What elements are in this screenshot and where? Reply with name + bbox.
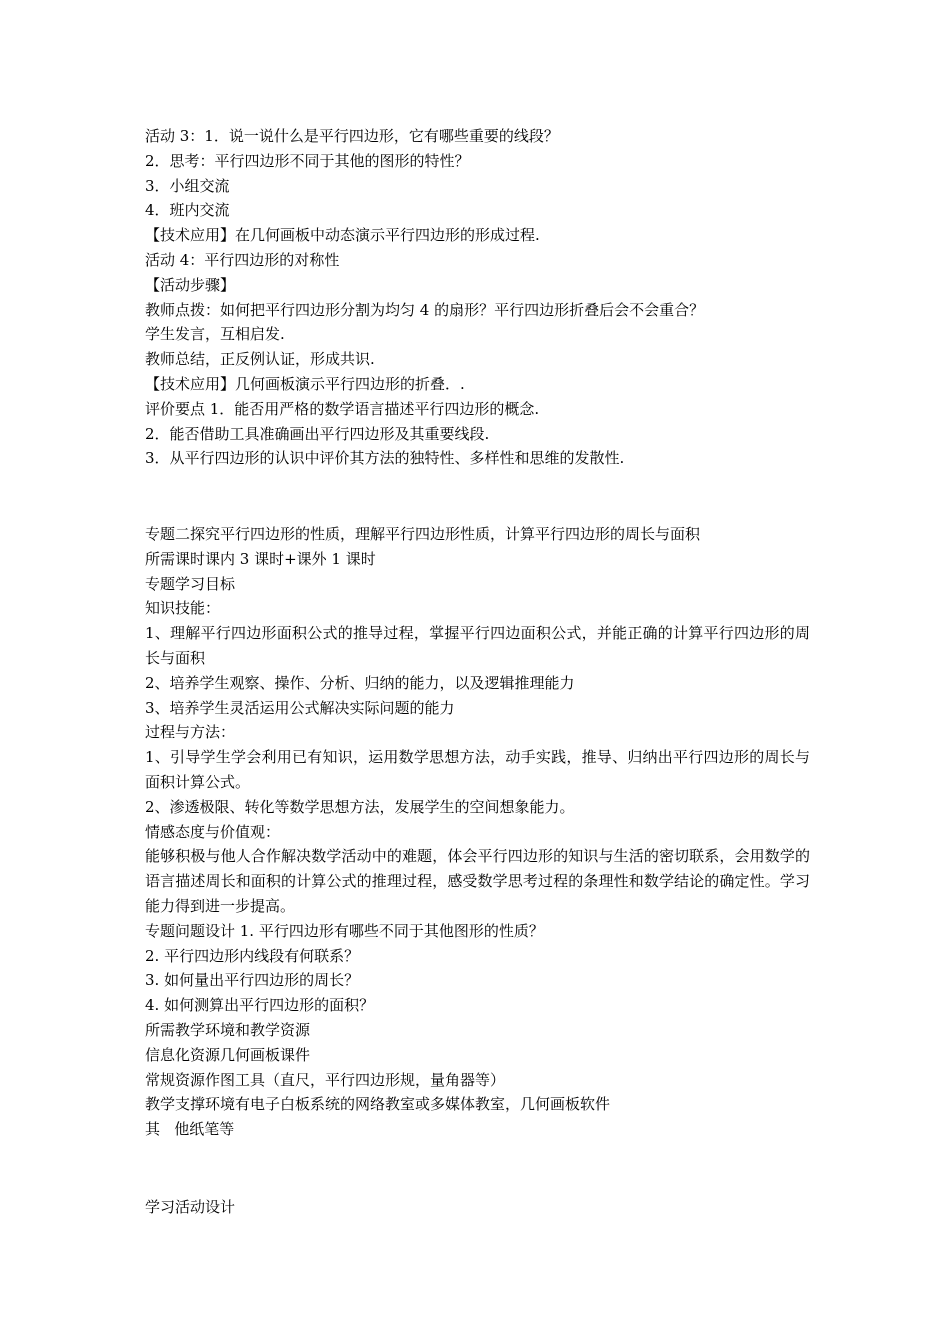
goals-heading: 专题学习目标 [145,574,236,593]
activity-steps-heading: 【活动步骤】 [145,275,236,294]
evaluation-point-2: 2．能否借助工具准确画出平行四边形及其重要线段. [145,424,490,443]
knowledge-item-2: 2、培养学生观察、操作、分析、归纳的能力，以及逻辑推理能力 [145,673,575,692]
activity-3-class-line: 4．班内交流 [145,201,230,220]
process-item-2: 2、渗透极限、转化等数学思想方法，发展学生的空间想象能力。 [145,797,575,816]
topic-two-section [145,522,810,1142]
knowledge-item-1: 1、理解平行四边形面积公式的推导过程，掌握平行四边面积公式，并能正确的计算平行四边形的周长与面积 [145,624,810,667]
class-hours: 所需课时课内 3 课时+课外 1 课时 [145,549,376,568]
student-speech-line: 学生发言，互相启发. [145,325,285,344]
teacher-guidance-line: 教师点拨：如何把平行四边形分割为均匀 4 的扇形？平行四边形折叠后会不会重合？ [145,300,705,319]
activity-3-think-line: 2．思考：平行四边形不同于其他的图形的特性？ [145,151,470,170]
environment-item-1: 信息化资源几何画板课件 [145,1045,311,1064]
topic-title: 专题二探究平行四边形的性质，理解平行四边形性质，计算平行四边形的周长与面积 [145,525,701,543]
activity-section [145,124,810,471]
evaluation-point-3: 3．从平行四边形的认识中评价其方法的独特性、多样性和思维的发散性. [145,449,625,468]
tech-application-line: 【技术应用】在几何画板中动态演示平行四边形的形成过程. [145,226,540,245]
activity-3-line: 活动 3：1．说一说什么是平行四边形，它有哪些重要的线段？ [145,127,559,145]
question-1: 专题问题设计 1. 平行四边形有哪些不同于其他图形的性质？ [145,921,544,940]
question-3: 3. 如何量出平行四边形的周长？ [145,971,360,990]
environment-item-4: 其 他纸笔等 [145,1120,235,1139]
activity-3-group-line: 3．小组交流 [145,176,230,195]
teacher-summary-line: 教师总结，正反例认证，形成共识. [145,350,375,369]
environment-item-2: 常规资源作图工具（直尺，平行四边形规，量角器等） [145,1070,506,1089]
activity-design-heading: 学习活动设计 [145,1198,236,1216]
environment-heading: 所需教学环境和教学资源 [145,1020,311,1039]
activity-4-title: 活动 4：平行四边形的对称性 [145,250,340,269]
question-2: 2. 平行四边形内线段有何联系？ [145,946,360,965]
evaluation-point-1: 评价要点 1．能否用严格的数学语言描述平行四边形的概念. [145,399,540,418]
activity-design-section [145,1195,810,1220]
process-heading: 过程与方法： [145,723,236,742]
tech-application-fold-line: 【技术应用】几何画板演示平行四边形的折叠．. [145,374,465,393]
emotion-paragraph: 能够积极与他人合作解决数学活动中的难题，体会平行四边形的知识与生活的密切联系，会用数学的语言描述周长和面积的计算公式的推理过程，感受数学思考过程的条理性和数学结论的确定性。学习能力得到进一步提高。 [145,847,810,915]
emotion-heading: 情感态度与价值观： [145,822,281,841]
process-item-1: 1、引导学生学会利用已有知识，运用数学思想方法，动手实践，推导、归纳出平行四边形的周长与面积计算公式。 [145,748,810,791]
knowledge-heading: 知识技能： [145,599,221,618]
knowledge-item-3: 3、培养学生灵活运用公式解决实际问题的能力 [145,698,455,717]
question-4: 4. 如何测算出平行四边形的面积？ [145,996,375,1015]
environment-item-3: 教学支撑环境有电子白板系统的网络教室或多媒体教室，几何画板软件 [145,1095,611,1114]
